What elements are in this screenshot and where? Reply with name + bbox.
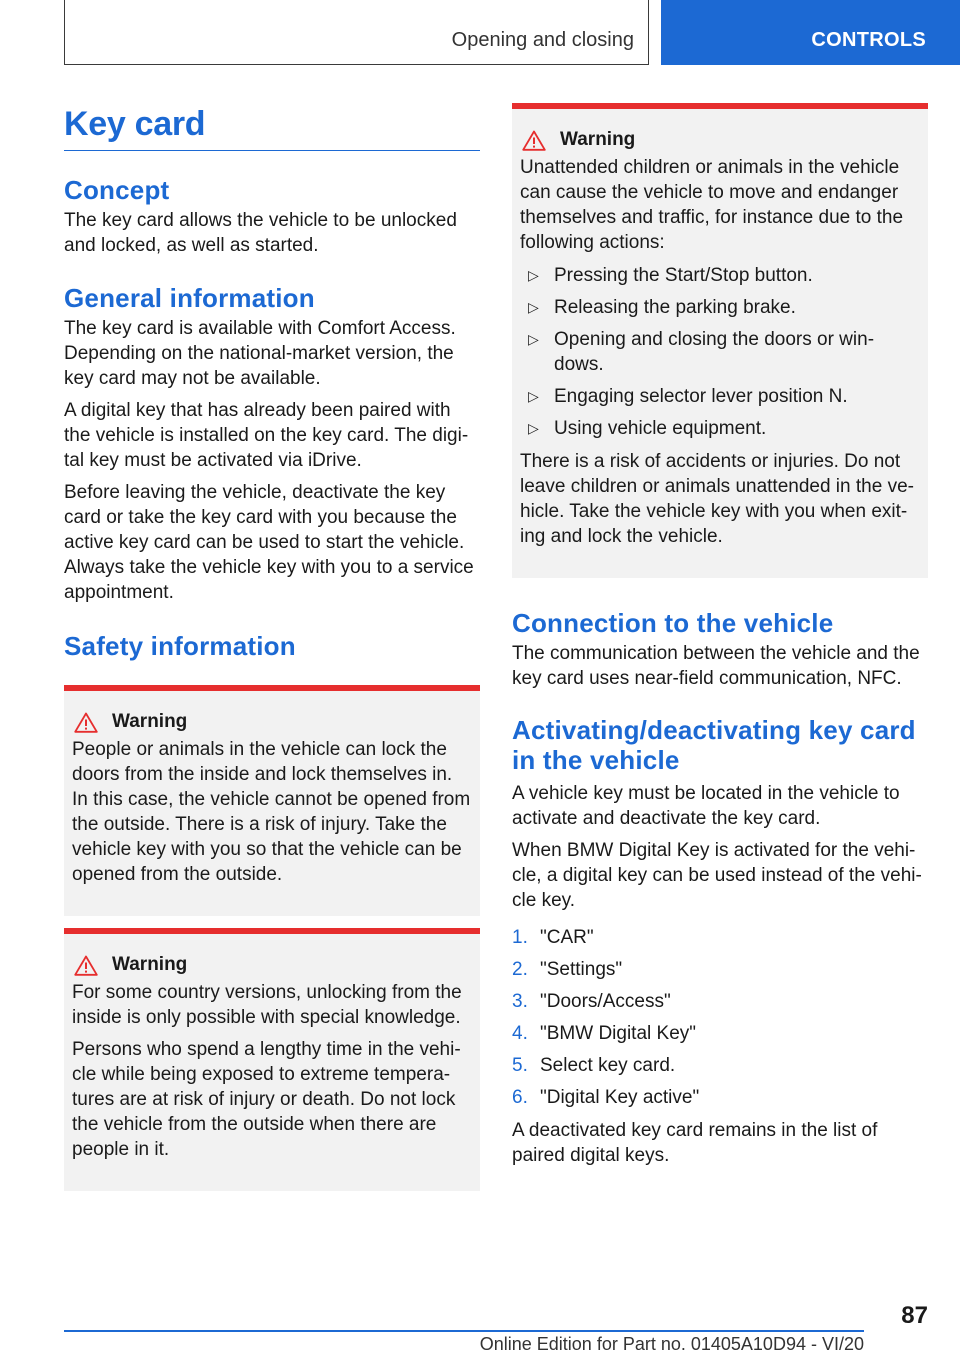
warning-text: People or animals in the vehicle can lock the doors from the inside and lock themselves in. In this case, the vehicle cannot be opened from the outside. There is a risk of injury. Take the vehicle key with you so that the vehicle can be opened from the outside. xyxy=(72,739,471,885)
step-text: "Settings" xyxy=(540,959,623,980)
section-title: Opening and closing xyxy=(451,29,634,51)
triangle-bullet-icon: ▷ xyxy=(528,331,539,347)
list-item: ▷ Pressing the Start/Stop button. xyxy=(528,265,813,286)
list-item: ▷ Engaging selector lever position N. xyxy=(528,386,848,407)
list-item: ▷ Opening and closing the doors or win-dows. xyxy=(528,329,875,375)
list-item xyxy=(512,1085,928,1110)
warning-paragraph-2: Persons who spend a lengthy time in the vehi-cle while being exposed to extreme tempera-tures are at risk of injury or death. Do not lock the vehicle from the outside when there are people in it. xyxy=(72,1039,461,1160)
warning-title-text: Warning xyxy=(112,954,188,975)
warning-triangle-icon xyxy=(522,130,546,151)
page-number: 87 xyxy=(901,1302,928,1329)
warning-box-3 xyxy=(512,103,928,578)
connection-heading: Connection to the vehicle xyxy=(512,608,834,638)
warning-triangle-icon xyxy=(74,712,98,733)
right-column xyxy=(512,103,928,1175)
step-number: 3. xyxy=(512,991,528,1012)
warning-intro: Unattended children or animals in the vehicle can cause the vehicle to move and endanger themselves and traffic, for instance due to the following actions: xyxy=(520,157,904,253)
warning-title xyxy=(520,129,920,151)
triangle-bullet-icon: ▷ xyxy=(528,388,539,404)
triangle-bullet-icon: ▷ xyxy=(528,267,539,283)
action-list xyxy=(520,263,920,441)
list-item xyxy=(512,925,928,950)
activating-paragraph-1: A vehicle key must be located in the vehicle to activate and deactivate the key card. xyxy=(512,783,900,829)
step-text: "CAR" xyxy=(540,927,594,948)
triangle-bullet-icon: ▷ xyxy=(528,420,539,436)
warning-paragraph-1: For some country versions, unlocking from the inside is only possible with special knowledge. xyxy=(72,982,462,1028)
steps-list xyxy=(512,925,928,1110)
triangle-bullet-icon: ▷ xyxy=(528,299,539,315)
warning-box-1 xyxy=(64,685,480,916)
warning-outro: There is a risk of accidents or injuries. Do not leave children or animals unattended in the ve-hicle. Take the vehicle key with you when exit-ing and lock the vehicle. xyxy=(520,451,914,547)
list-item: ▷ Using vehicle equipment. xyxy=(528,418,767,439)
concept-text: The key card allows the vehicle to be unlocked and locked, as well as started. xyxy=(64,210,457,256)
step-text: "Digital Key active" xyxy=(540,1087,700,1108)
left-column xyxy=(64,100,480,1191)
activating-paragraph-2: When BMW Digital Key is activated for the vehi-cle, a digital key can be used instead of the vehi-cle key. xyxy=(512,840,922,911)
step-text: "BMW Digital Key" xyxy=(540,1023,697,1044)
general-heading: General information xyxy=(64,283,315,313)
step-number: 1. xyxy=(512,927,528,948)
list-item xyxy=(512,989,928,1014)
general-paragraph-3: Before leaving the vehicle, deactivate the key card or take the key card with you because the active key card can be used to start the vehicle. Always take the vehicle key with you to a service appointment. xyxy=(64,482,474,603)
safety-heading: Safety information xyxy=(64,631,296,661)
chapter-tab xyxy=(661,0,960,65)
concept-heading: Concept xyxy=(64,175,170,205)
activating-paragraph-3: A deactivated key card remains in the list of paired digital keys. xyxy=(512,1120,878,1166)
edition-text: Online Edition for Part no. 01405A10D94 - VI/20 xyxy=(479,1334,864,1354)
warning-title xyxy=(72,711,472,733)
chapter-title: CONTROLS xyxy=(811,29,926,51)
footer-divider xyxy=(64,1330,864,1332)
warning-title xyxy=(72,954,472,976)
warning-title-text: Warning xyxy=(112,711,188,732)
step-number: 5. xyxy=(512,1055,528,1076)
activating-heading: Activating/deactivating key card in the vehicle xyxy=(512,715,916,775)
warning-box-2 xyxy=(64,928,480,1191)
list-item xyxy=(512,957,928,982)
step-number: 2. xyxy=(512,959,528,980)
page-title: Key card xyxy=(64,105,480,151)
list-item xyxy=(512,1021,928,1046)
warning-triangle-icon xyxy=(74,955,98,976)
list-item: ▷ Releasing the parking brake. xyxy=(528,297,796,318)
header-section-box xyxy=(64,0,649,65)
step-text: "Doors/Access" xyxy=(540,991,671,1012)
general-paragraph-1: The key card is available with Comfort Access. Depending on the national-market version, the key card may not be available. xyxy=(64,318,456,389)
step-text: Select key card. xyxy=(540,1055,676,1076)
connection-text: The communication between the vehicle and the key card uses near-field communication, NFC. xyxy=(512,643,920,689)
general-paragraph-2: A digital key that has already been paired with the vehicle is installed on the key card. The digi-tal key must be activated via iDrive. xyxy=(64,400,469,471)
warning-title-text: Warning xyxy=(560,129,636,150)
step-number: 4. xyxy=(512,1023,528,1044)
step-number: 6. xyxy=(512,1087,528,1108)
list-item xyxy=(512,1053,928,1078)
